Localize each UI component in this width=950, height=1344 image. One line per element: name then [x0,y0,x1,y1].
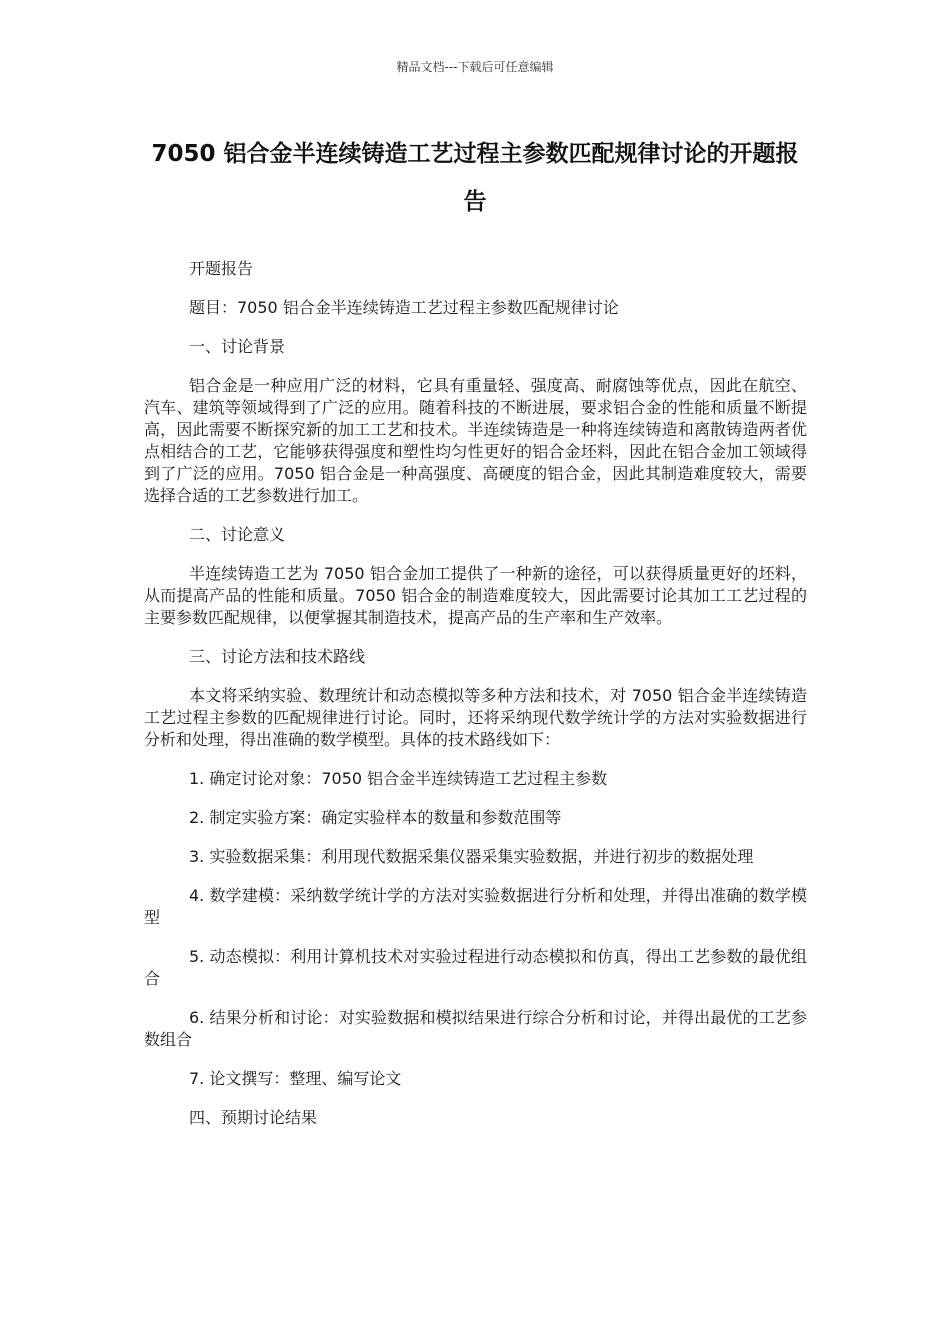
section-heading-background: 一、讨论背景 [189,337,286,356]
step-item: 5. 动态模拟：利用计算机技术对实验过程进行动态模拟和仿真，得出工艺参数的最优组合 [144,947,807,988]
section-text-methods: 本文将采纳实验、数理统计和动态模拟等多种方法和技术，对 7050 铝合金半连续铸造工艺过程主参数的匹配规律进行讨论。同时，还将采纳现代数学统计学的方法对实验数据进行分析和处理，得出准确的数学模型。具体的技术路线如下： [144,686,807,749]
section-heading-significance: 二、讨论意义 [189,525,286,544]
report-topic: 题目：7050 铝合金半连续铸造工艺过程主参数匹配规律讨论 [189,298,619,317]
step-item: 1. 确定讨论对象：7050 铝合金半连续铸造工艺过程主参数 [189,769,608,788]
page-header: 精品文档---下载后可任意编辑 [396,60,554,74]
step-item: 4. 数学建模：采纳数学统计学的方法对实验数据进行分析和处理，并得出准确的数学模型 [144,886,807,927]
document-body [144,258,807,1146]
step-item: 7. 论文撰写：整理、编写论文 [189,1069,402,1088]
report-label: 开题报告 [189,259,254,278]
section-heading-expected-results: 四、预期讨论结果 [189,1108,318,1127]
section-text-background: 铝合金是一种应用广泛的材料，它具有重量轻、强度高、耐腐蚀等优点，因此在航空、汽车、建筑等领域得到了广泛的应用。随着科技的不断进展，要求铝合金的性能和质量不断提高，因此需要不断探究新的加工工艺和技术。半连续铸造是一种将连续铸造和离散铸造两者优点相结合的工艺，它能够获得强度和塑性均匀性更好的铝合金坯料，因此在铝合金加工领域得到了广泛的应用。7050 铝合金是一种高强度、高硬度的铝合金，因此其制造难度较大，需要选择合适的工艺参数进行加工。 [144,376,807,505]
section-heading-methods: 三、讨论方法和技术路线 [189,647,366,666]
document-title: 7050 铝合金半连续铸造工艺过程主参数匹配规律讨论的开题报告 [151,141,799,215]
step-item: 6. 结果分析和讨论：对实验数据和模拟结果进行综合分析和讨论，并得出最优的工艺参数组合 [144,1008,807,1049]
section-text-significance: 半连续铸造工艺为 7050 铝合金加工提供了一种新的途径，可以获得质量更好的坯料，从而提高产品的性能和质量。7050 铝合金的制造难度较大，因此需要讨论其加工工艺过程的主要参数匹配规律，以便掌握其制造技术，提高产品的生产率和生产效率。 [144,564,807,627]
step-item: 2. 制定实验方案：确定实验样本的数量和参数范围等 [189,808,562,827]
step-item: 3. 实验数据采集：利用现代数据采集仪器采集实验数据，并进行初步的数据处理 [189,847,754,866]
